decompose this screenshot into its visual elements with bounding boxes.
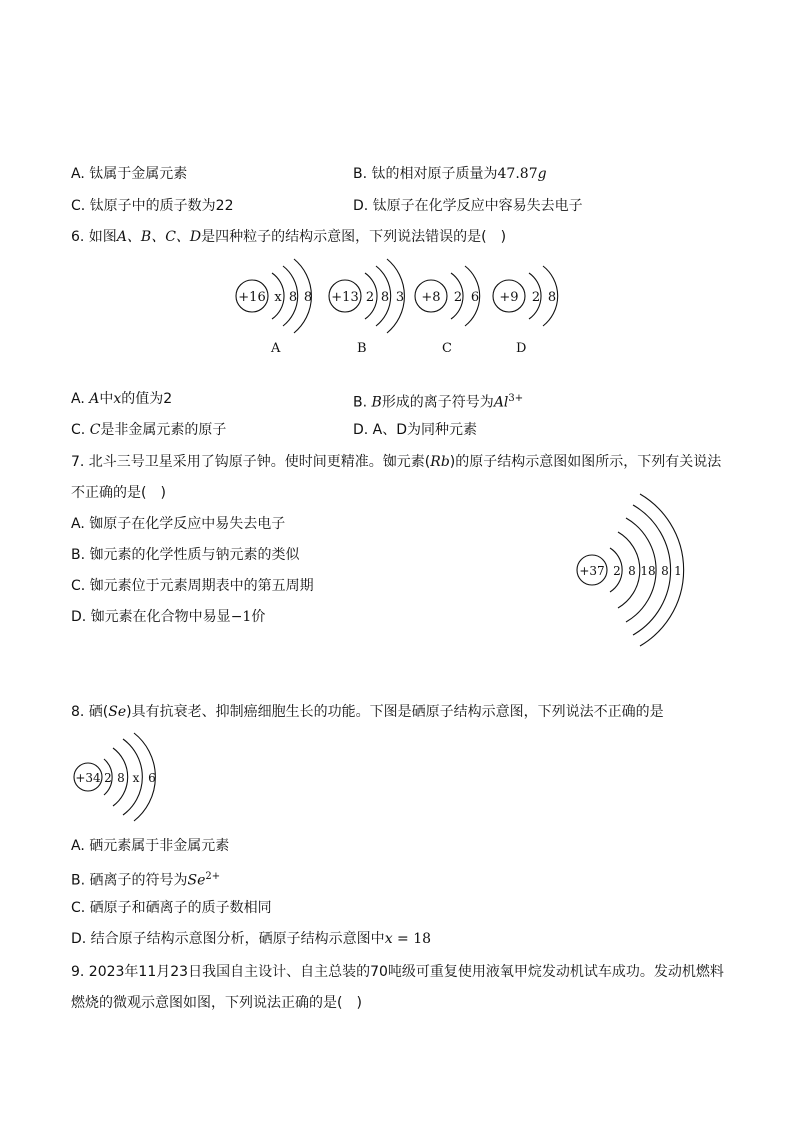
q6-option-c: C. C是非金属元素的原子 — [71, 422, 227, 438]
atom-b-nucleus: +13 — [331, 290, 359, 305]
atom-a-label: A — [271, 341, 281, 356]
q7-option-c: C. 铷元素位于元素周期表中的第五周期 — [71, 578, 314, 594]
atom-c-shell-1: 2 — [453, 290, 463, 305]
se-atom-diagram — [70, 732, 170, 822]
q6-option-a: A. A中x的值为2 — [71, 391, 173, 407]
rb-shell-4: 8 — [661, 564, 669, 578]
atom-a-diagram — [236, 259, 312, 333]
q7-option-b: B. 铷元素的化学性质与钠元素的类似 — [71, 547, 300, 563]
atom-b-label: B — [357, 341, 367, 356]
atom-b-shell-2: 8 — [380, 290, 390, 305]
atom-b-shell-3: 3 — [395, 290, 405, 305]
rb-shell-2: 8 — [628, 564, 636, 578]
se-shell-3: x — [132, 771, 140, 785]
atom-d-nucleus: +9 — [499, 290, 519, 305]
rb-nucleus: +37 — [579, 564, 605, 578]
q8-stem: 8. 硒(Se)具有抗衰老、抑制癌细胞生长的功能。下图是硒原子结构示意图，下列说法不正确的是 — [71, 704, 664, 720]
atom-a-shell-2: 8 — [288, 290, 298, 305]
atom-d-label: D — [516, 341, 527, 356]
q5-option-b: B. 钛的相对原子质量为47.87g — [353, 166, 547, 182]
atom-b-diagram — [329, 259, 404, 333]
q7-option-d: D. 铷元素在化合物中易显−1价 — [71, 609, 266, 625]
rb-atom-diagram — [570, 492, 710, 652]
q8-option-b: B. 硒离子的符号为$Se^{2+}$ — [71, 871, 221, 889]
atom-c-label: C — [442, 341, 452, 356]
se-shell-2: 8 — [117, 771, 125, 785]
q9-stem-line1: 9. 2023年11月23日我国自主设计、自主总装的70吨级可重复使用液氧甲烷发动机试车成功。发动机燃料 — [71, 964, 724, 980]
rb-shell-1: 2 — [613, 564, 621, 578]
q6-option-b: B. B形成的离子符号为$Al^{3+}$ — [353, 393, 524, 411]
atom-d-shell-1: 2 — [531, 290, 541, 305]
atom-a-shell-1: x — [274, 290, 282, 305]
q9-stem-line2: 燃烧的微观示意图如图，下列说法正确的是( ) — [71, 995, 362, 1011]
atom-c-nucleus: +8 — [421, 290, 441, 305]
q8-option-a: A. 硒元素属于非金属元素 — [71, 838, 230, 854]
q7-option-a: A. 铷原子在化学反应中易失去电子 — [71, 516, 286, 532]
q6-atom-diagrams — [225, 256, 565, 336]
se-nucleus: +34 — [75, 771, 101, 785]
atom-c-diagram — [415, 266, 480, 326]
q5-option-a: A. 钛属于金属元素 — [71, 166, 188, 182]
atom-d-shell-2: 8 — [547, 290, 557, 305]
atom-c-shell-2: 6 — [470, 290, 480, 305]
rb-shell-3: 18 — [640, 564, 656, 578]
q5-option-c: C. 钛原子中的质子数为22 — [71, 198, 234, 214]
q8-option-c: C. 硒原子和硒离子的质子数相同 — [71, 900, 272, 916]
q5-option-d: D. 钛原子在化学反应中容易失去电子 — [353, 198, 583, 214]
atom-d-diagram — [493, 266, 558, 326]
q6-stem: 6. 如图A、B、C、D是四种粒子的结构示意图，下列说法错误的是( ) — [71, 229, 507, 245]
se-shell-1: 2 — [104, 771, 112, 785]
atom-b-shell-1: 2 — [365, 290, 375, 305]
atom-a-nucleus: +16 — [238, 290, 266, 305]
q6-option-d: D. A、D为同种元素 — [353, 422, 478, 438]
atom-a-shell-3: 8 — [303, 290, 313, 305]
se-shell-4: 6 — [148, 771, 156, 785]
rb-shell-5: 1 — [674, 564, 682, 578]
q8-option-d: D. 结合原子结构示意图分析，硒原子结构示意图中x = 18 — [71, 931, 432, 947]
q7-stem-line2: 不正确的是( ) — [71, 485, 166, 501]
q7-stem-line1: 7. 北斗三号卫星采用了钩原子钟。使时间更精准。铷元素(Rb)的原子结构示意图如图所示，下列有关说法 — [71, 454, 722, 470]
